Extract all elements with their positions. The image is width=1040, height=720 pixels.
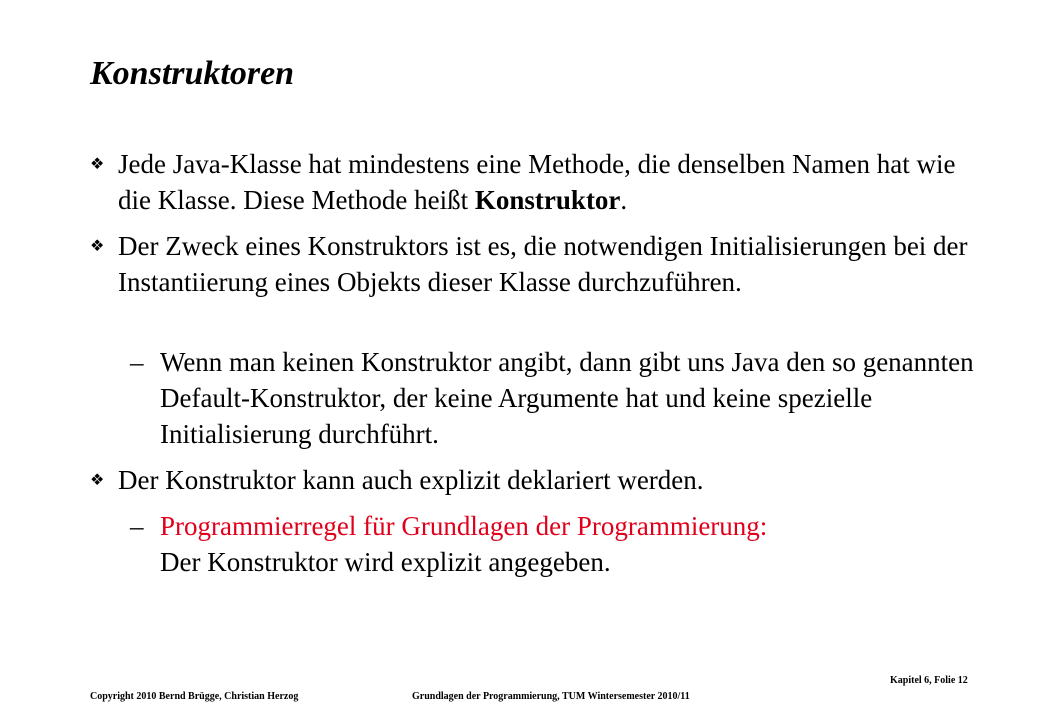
sub-dash: – — [130, 511, 144, 541]
bullet-item-1 — [90, 146, 990, 218]
bullet-text-1 — [118, 146, 990, 218]
sub-dash: – — [130, 347, 144, 377]
bullet-text-1-part-b: . — [620, 185, 628, 215]
programming-rule-text: Der Konstruktor wird explizit angegeben. — [160, 547, 611, 577]
sub-item-3 — [130, 508, 980, 580]
sub-text-2: Wenn man keinen Konstruktor angibt, dann gibt uns Java den so genannten Default-Konstruktor, der keine Argumente hat und keine spezielle Initialisierung durchführt. — [160, 347, 974, 449]
bullet-diamond-icon: ❖ — [90, 470, 105, 489]
bullet-text-2: Der Zweck eines Konstruktors ist es, die notwendigen Initialisierungen bei der Instantiierung eines Objekts dieser Klasse durchzuführen. — [118, 231, 968, 297]
bullet-item-3 — [90, 462, 990, 498]
bullet-item-2 — [90, 228, 990, 300]
sub-item-2 — [130, 344, 980, 452]
footer-course: Grundlagen der Programmierung, TUM Wintersemester 2010/11 — [412, 691, 690, 702]
footer-slide-number: Kapitel 6, Folie 12 — [890, 675, 968, 686]
bullet-text-1-bold: Konstruktor — [474, 185, 621, 215]
footer-copyright: Copyright 2010 Bernd Brügge, Christian Herzog — [90, 691, 299, 702]
bullet-diamond-icon: ❖ — [90, 236, 105, 255]
programming-rule-label: Programmierregel für Grundlagen der Programmierung: — [160, 511, 768, 541]
bullet-text-3: Der Konstruktor kann auch explizit deklariert werden. — [118, 465, 704, 495]
bullet-diamond-icon: ❖ — [90, 154, 105, 173]
slide-title: Konstruktoren — [90, 55, 295, 92]
bullet-text-1-part-a: Jede Java-Klasse hat mindestens eine Methode, die denselben Namen hat wie die Klasse. Diese Methode heißt — [118, 149, 956, 215]
sub-text-3 — [160, 508, 980, 580]
